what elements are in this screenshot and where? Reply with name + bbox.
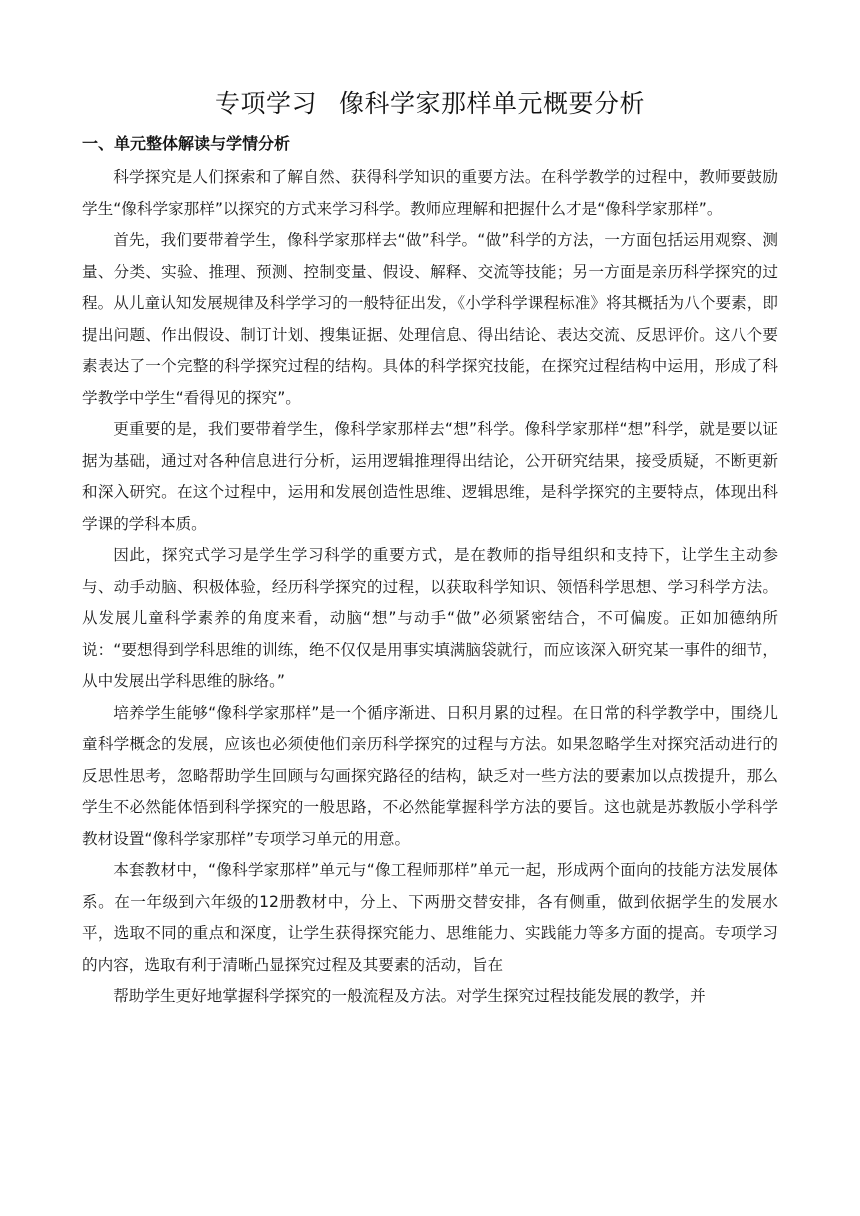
paragraph-6: 本套教材中，“像科学家那样”单元与“像工程师那样”单元一起，形成两个面向的技能方法发展体系。在一年级到六年级的12册教材中，分上、下两册交替安排，各有侧重，做到依据学生的发展水平，选取不同的重点和深度，让学生获得探究能力、思维能力、实践能力等多方面的提高。专项学习的内容，选取有利于清晰凸显探究过程及其要素的活动，旨在: [82, 861, 778, 974]
page-title: [0, 86, 860, 122]
page-title-part2: 像科学家那样单元概要分析: [339, 89, 646, 118]
paragraph-3: 更重要的是，我们要带着学生，像科学家那样去“想”科学。像科学家那样“想”科学，就是要以证据为基础，通过对各种信息进行分析，运用逻辑推理得出结论，公开研究结果，接受质疑，不断更新和深入研究。在这个过程中，运用和发展创造性思维、逻辑思维，是科学探究的主要特点，体现出科学课的学科本质。: [82, 420, 778, 533]
paragraph-5: 培养学生能够“像科学家那样”是一个循序渐进、日积月累的过程。在日常的科学教学中，围绕儿童科学概念的发展，应该也必须使他们亲历科学探究的过程与方法。如果忽略学生对探究活动进行的反思性思考，忽略帮助学生回顾与勾画探究路径的结构，缺乏对一些方法的要素加以点拨提升，那么学生不必然能体悟到科学探究的一般思路，不必然能掌握科学方法的要旨。这也就是苏教版小学科学教材设置“像科学家那样”专项学习单元的用意。: [82, 703, 778, 848]
paragraph-4: 因此，探究式学习是学生学习科学的重要方式，是在教师的指导组织和支持下，让学生主动参与、动手动脑、积极体验，经历科学探究的过程，以获取科学知识、领悟科学思想、学习科学方法。从发展儿童科学素养的角度来看，动脑“想”与动手“做”必须紧密结合，不可偏废。正如加德纳所说：“要想得到学科思维的训练，绝不仅仅是用事实填满脑袋就行，而应该深入研究某一事件的细节，从中发展出学科思维的脉络。”: [82, 546, 778, 690]
page-title-part1: 专项学习: [214, 89, 317, 118]
paragraph-2: 首先，我们要带着学生，像科学家那样去“做”科学。“做”科学的方法，一方面包括运用观察、测量、分类、实验、推理、预测、控制变量、假设、解释、交流等技能；另一方面是亲历科学探究的过程。从儿童认知发展规律及科学学习的一般特征出发，《小学科学课程标准》将其概括为八个要素，即提出问题、作出假设、制订计划、搜集证据、处理信息、得出结论、表达交流、反思评价。这八个要素表达了一个完整的科学探究过程的结构。具体的科学探究技能，在探究过程结构中运用，形成了科学教学中学生“看得见的探究”。: [82, 231, 778, 407]
body-text: [82, 162, 778, 1013]
paragraph-1: 科学探究是人们探索和了解自然、获得科学知识的重要方法。在科学教学的过程中，教师要鼓励学生“像科学家那样”以探究的方式来学习科学。教师应理解和把握什么才是“像科学家那样”。: [82, 168, 778, 218]
section-heading: 一、单元整体解读与学情分析: [82, 134, 291, 153]
paragraph-7: 帮助学生更好地掌握科学探究的一般流程及方法。对学生探究过程技能发展的教学，并: [113, 987, 706, 1005]
